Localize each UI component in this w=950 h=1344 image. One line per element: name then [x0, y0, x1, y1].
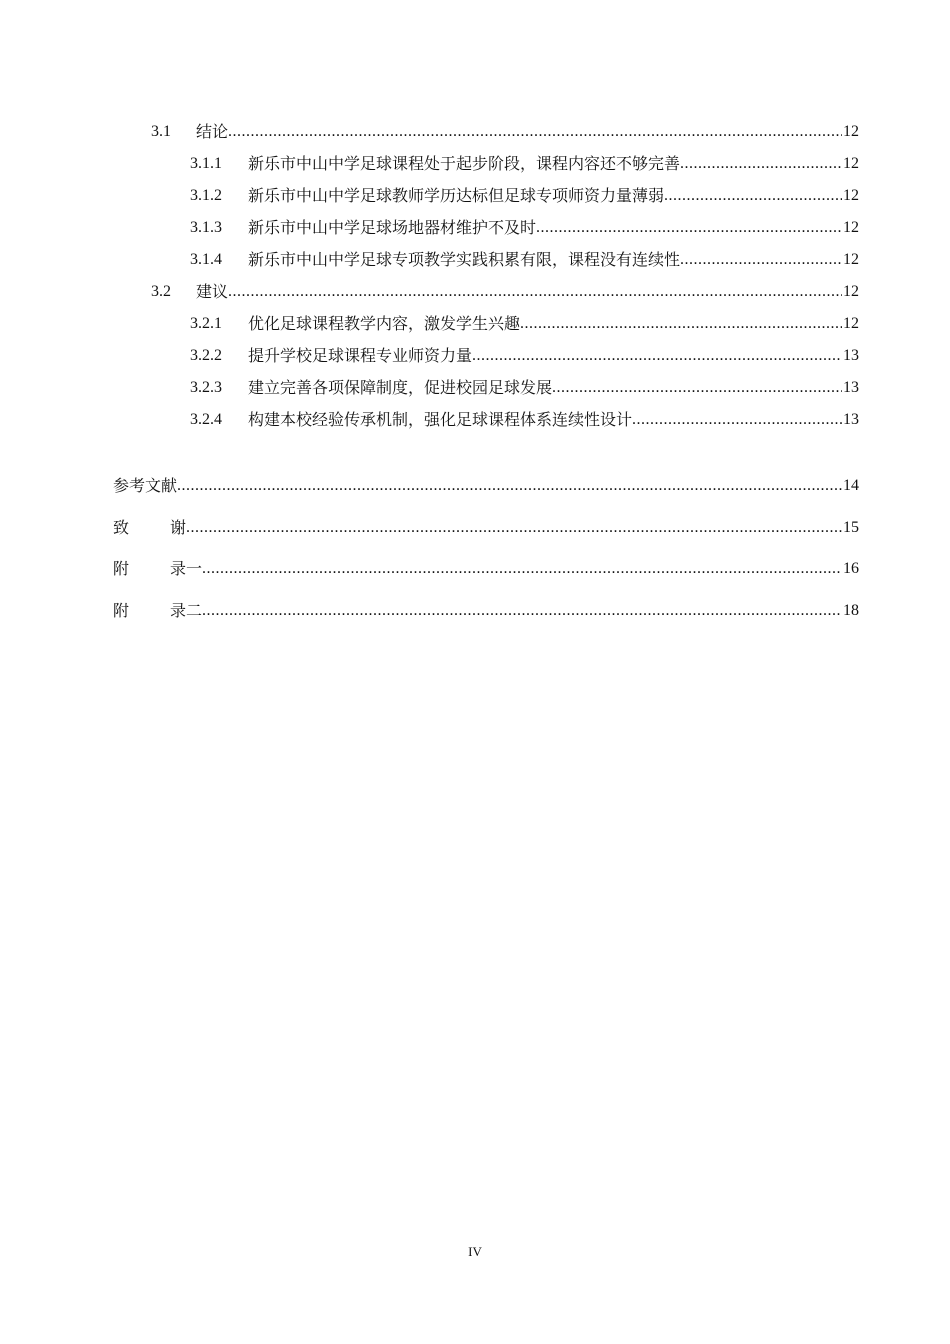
toc-entry-page: 12	[843, 283, 859, 300]
toc-entry-page: 13	[843, 379, 859, 396]
toc-dot-leader	[202, 559, 842, 579]
toc-dot-leader	[228, 282, 842, 302]
toc-entry-3-1[interactable]	[151, 118, 859, 142]
toc-dot-leader	[536, 218, 842, 238]
page-number: IV	[468, 1244, 482, 1259]
toc-entry-page: 12	[843, 187, 859, 204]
toc-dot-leader	[472, 346, 842, 366]
toc-dot-leader	[177, 476, 842, 496]
toc-entry-title	[113, 559, 202, 579]
toc-entry-page: 13	[843, 411, 859, 428]
toc-entry-3-2-2[interactable]	[190, 342, 859, 366]
toc-dot-leader	[680, 250, 842, 270]
toc-entry-title: 结论	[196, 122, 229, 141]
toc-entry-page: 14	[843, 477, 859, 494]
toc-entry-references[interactable]	[113, 472, 859, 496]
toc-entry-number: 3.1.4	[190, 251, 222, 268]
toc-entry-number: 3.2.3	[190, 379, 222, 396]
toc-entry-page: 12	[843, 219, 859, 236]
toc-entry-title: 优化足球课程教学内容，激发学生兴趣	[248, 314, 521, 333]
toc-entry-title-part: 附	[113, 601, 130, 620]
toc-entry-title: 建议	[196, 282, 229, 301]
toc-entry-title: 构建本校经验传承机制，强化足球课程体系连续性设计	[248, 410, 633, 429]
toc-dot-leader	[202, 601, 842, 621]
toc-entry-page: 12	[843, 123, 859, 140]
toc-entry-number: 3.1.1	[190, 155, 222, 172]
toc-entry-3-1-2[interactable]	[190, 182, 859, 206]
toc-entry-3-2-1[interactable]	[190, 310, 859, 334]
toc-entry-number: 3.1.2	[190, 187, 222, 204]
toc-dot-leader	[520, 314, 842, 334]
toc-entry-title: 提升学校足球课程专业师资力量	[248, 346, 473, 365]
toc-entry-title: 新乐市中山中学足球专项教学实践积累有限，课程没有连续性	[248, 250, 681, 269]
toc-entry-page: 12	[843, 315, 859, 332]
toc-dot-leader	[552, 378, 842, 398]
toc-entry-title-part: 致	[113, 518, 130, 537]
toc-dot-leader	[664, 186, 842, 206]
toc-dot-leader	[186, 518, 842, 538]
toc-entry-number: 3.1	[151, 123, 171, 140]
toc-entry-page: 12	[843, 155, 859, 172]
toc-entry-3-2-4[interactable]	[190, 406, 859, 430]
toc-entry-page: 15	[843, 519, 859, 536]
toc-entry-title: 建立完善各项保障制度，促进校园足球发展	[248, 378, 553, 397]
toc-dot-leader	[680, 154, 842, 174]
toc-entry-appendix-2[interactable]	[113, 597, 859, 621]
toc-entry-title: 新乐市中山中学足球场地器材维护不及时	[248, 218, 537, 237]
toc-entry-page: 18	[843, 602, 859, 619]
toc-entry-3-1-3[interactable]	[190, 214, 859, 238]
toc-entry-title	[113, 518, 186, 538]
toc-dot-leader	[632, 410, 842, 430]
toc-dot-leader	[228, 122, 842, 142]
toc-entry-appendix-1[interactable]	[113, 555, 859, 579]
toc-entry-page: 16	[843, 560, 859, 577]
toc-entry-number: 3.2	[151, 283, 171, 300]
toc-entry-title: 新乐市中山中学足球课程处于起步阶段，课程内容还不够完善	[248, 154, 681, 173]
toc-entry-number: 3.2.2	[190, 347, 222, 364]
toc-entry-title-part: 谢	[170, 518, 187, 537]
toc-entry-3-1-1[interactable]	[190, 150, 859, 174]
toc-entry-3-2-3[interactable]	[190, 374, 859, 398]
toc-entry-page: 12	[843, 251, 859, 268]
toc-entry-3-2[interactable]	[151, 278, 859, 302]
toc-entry-title-part: 录二	[170, 601, 203, 620]
toc-entry-title	[113, 601, 202, 621]
toc-entry-title: 新乐市中山中学足球教师学历达标但足球专项师资力量薄弱	[248, 186, 665, 205]
toc-entry-3-1-4[interactable]	[190, 246, 859, 270]
toc-entry-page: 13	[843, 347, 859, 364]
toc-entry-title-part: 附	[113, 559, 130, 578]
toc-entry-title-part: 录一	[170, 559, 203, 578]
toc-entry-acknowledgements[interactable]	[113, 514, 859, 538]
toc-entry-number: 3.2.1	[190, 315, 222, 332]
toc-entry-number: 3.1.3	[190, 219, 222, 236]
toc-entry-title: 参考文献	[113, 476, 178, 495]
toc-entry-number: 3.2.4	[190, 411, 222, 428]
